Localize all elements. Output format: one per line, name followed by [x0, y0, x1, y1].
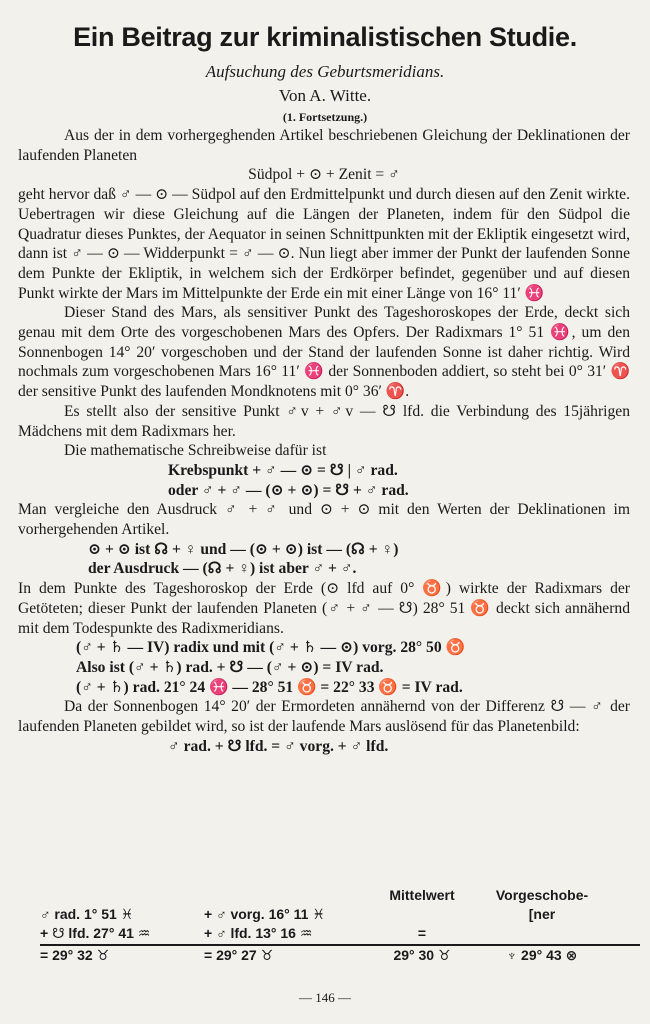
table-row [40, 924, 640, 943]
equation: oder ♂ + ♂ — (⊙ + ⊙) = ☋ + ♂ rad. [168, 481, 409, 499]
table-cell [372, 905, 472, 924]
equation: Also ist (♂ + ♄) rad. + ☋ — (♂ + ⊙) = IV rad. [76, 658, 384, 676]
equation: ⊙ + ⊙ ist ☊ + ♀ und — (⊙ + ⊙) ist — (☊ + ♀) [88, 540, 399, 558]
calculation-table [40, 886, 640, 965]
paragraph: Die mathematische Schreibweise dafür ist [64, 442, 327, 460]
article-title: Ein Beitrag zur kriminalistischen Studie. [73, 22, 577, 52]
table-header-cont: [ner [528, 906, 556, 922]
table-cell: ♂ rad. 1° 51 ♓ [40, 906, 134, 922]
article-author: Von A. Witte. [278, 86, 372, 105]
table-cell: 29° 30 ♉ [393, 947, 451, 963]
page-number: — 146 — [299, 990, 351, 1005]
table-cell: = 29° 27 ♉ [204, 947, 274, 963]
paragraph: In dem Punkte des Tageshoroskop der Erde (⊙ lfd auf 0° ♉) wirkte der Radixmars der Getöteten; dieser Punkt der laufenden Planeten (♂ + ♂ — ☋) 28° 51 ♉ deckt sich annähernd mit dem Todespunkte des Radixmeridians. [18, 580, 630, 637]
article-subtitle: Aufsuchung des Geburtsmeridians. [205, 62, 445, 81]
table-cell: ♆ 29° 43 ⊗ [506, 947, 578, 963]
article-body [18, 126, 630, 757]
paragraph: Dieser Stand des Mars, als sensitiver Punkt des Tageshoroskopes der Erde, deckt sich genau mit dem Orte des vorgeschobenen Mars des Opfers. Der Radixmars 1° 51 ♓, um den Sonnenbogen 14° 20′ vorgeschoben und der Stand der laufenden Sonne ist daher richtig. Wird nochmals zum vorgeschobenen Mars 16° 11′ ♓ der Sonnenboden addiert, so steht bei 0° 31′ ♈ der sensitive Punkt des laufenden Mondknotens mit 0° 36′ ♈. [18, 304, 630, 401]
table-cell [472, 924, 612, 943]
paragraph: Man vergleiche den Ausdruck ♂ + ♂ und ⊙ + ⊙ mit den Werten der Deklinationen im vorhergehenden Artikel. [18, 501, 630, 539]
table-cell: = 29° 32 ♉ [40, 947, 110, 963]
paragraph: Es stellt also der sensitive Punkt ♂v + ♂v — ☋ lfd. die Verbindung des 15jährigen Mädchens mit dem Radixmars her. [18, 402, 630, 440]
table-row [40, 886, 640, 905]
paragraph: geht hervor daß ♂ — ⊙ — Südpol auf den Erdmittelpunkt und durch diesen auf den Zenit wirkte. Uebertragen wir diese Gleichung auf die Längen der Planeten, indem für den Südpol die Quadratur dieses Punktes, der Aequator in seinen Schnittpunkten mit der Ekliptik eingesetzt wird, dann ist ♂ — ⊙ — Widderpunkt = ♂ — ⊙. Nun liegt aber immer der Punkt der laufenden Sonne dem Punkte der Ekliptik, in welchem sich der Erdkörper befindet, gegenüber und auf diesen Punkt wirkte der Mars im Mittelpunkte der Erde ein mit einer Länge von 16° 11′ ♓ [18, 186, 630, 302]
equation: (♂ + ♄ — IV) radix und mit (♂ + ♄ — ⊙) vorg. 28° 50 ♉ [76, 639, 465, 657]
table-cell [40, 886, 204, 905]
table-row [40, 905, 640, 924]
paragraph: Aus der in dem vorhergeghenden Artikel beschriebenen Gleichung der Deklinationen der laufenden Planeten [18, 127, 630, 164]
table-cell [204, 886, 372, 905]
table-cell: + ♂ lfd. 13° 16 ♒ [204, 925, 313, 941]
continuation-note: (1. Fortsetzung.) [282, 110, 368, 124]
table-cell: + ♂ vorg. 16° 11 ♓ [204, 906, 325, 922]
table-row [40, 944, 640, 965]
table-header: Vorgeschobe- [495, 887, 589, 903]
paragraph: Da der Sonnenbogen 14° 20′ der Ermordeten annähernd von der Differenz ☋ — ♂ der laufenden Planeten gebildet wird, so ist der laufende Mars auslösend für das Planetenbild: [18, 698, 630, 736]
equation: Krebspunkt + ♂ — ⊙ = ☋ | ♂ rad. [168, 461, 398, 479]
table-cell: + ☋ lfd. 27° 41 ♒ [40, 925, 151, 941]
equation: (♂ + ♄) rad. 21° 24 ♓ — 28° 51 ♉ = 22° 33 ♉ = IV rad. [76, 678, 463, 696]
table-header: Mittelwert [389, 887, 455, 903]
equation: der Ausdruck — (☊ + ♀) ist aber ♂ + ♂. [88, 560, 357, 578]
table-cell: = [417, 925, 427, 941]
equation: Südpol + ⊙ + Zenit = ♂ [248, 166, 400, 184]
equation: ♂ rad. + ☋ lfd. = ♂ vorg. + ♂ lfd. [168, 737, 389, 755]
